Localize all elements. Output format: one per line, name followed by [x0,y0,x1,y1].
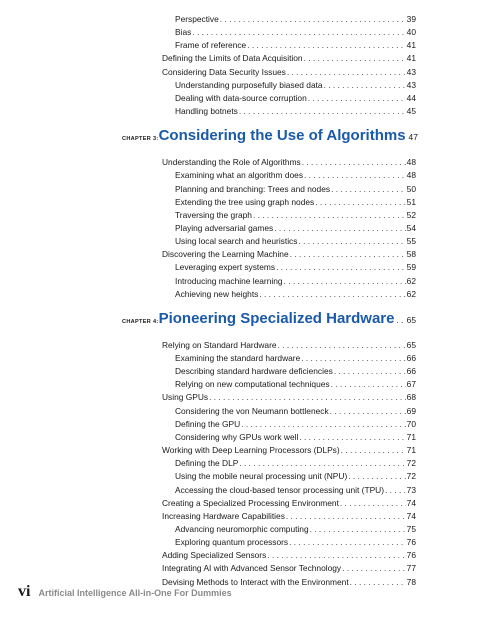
entry-title: Handling botnets [175,106,238,117]
page-number: 67 [406,379,416,390]
entry-title: Increasing Hardware Capabilities [162,510,285,521]
entry-title: Understanding the Role of Algorithms [162,157,301,168]
entry-title: Traversing the graph [175,209,252,220]
entry-title: Understanding purposefully biased data [175,79,323,90]
page-number: 66 [406,353,416,363]
dot-leader [348,470,405,482]
chapter-title: Considering the Use of Algorithms [158,127,406,145]
page-number: 65 [406,314,416,325]
dot-leader [302,156,406,168]
toc-subsection-entry[interactable] [175,523,416,535]
entry-title: Planning and branching: Trees and nodes [175,183,331,194]
page-number: 50 [406,183,416,194]
page-number: 54 [406,222,416,233]
dot-leader [209,391,406,403]
entry-title: Extending the tree using graph nodes [175,196,315,207]
dot-leader [287,66,406,78]
page-number: 44 [406,92,416,103]
page-number: 52 [406,209,416,220]
toc-subsection-entry[interactable] [175,275,416,287]
dot-leader [220,13,406,25]
entry-title: Perspective [175,14,219,24]
entry-title: Using local search and heuristics [175,236,298,247]
dot-leader [192,26,405,38]
toc-section-entry[interactable] [162,562,416,574]
entry-title: Using the mobile neural processing unit (NPU) [175,471,348,482]
page-number: 47 [408,132,418,143]
toc-subsection-entry[interactable] [175,457,416,469]
toc-section-entry[interactable] [162,549,416,561]
running-head: Artificial Intelligence All-in-One For Dummies [38,588,232,598]
dot-leader [334,365,406,377]
dot-leader [289,536,406,548]
dot-leader [315,196,405,208]
dot-leader [331,378,406,390]
entry-title: Achieving new heights [175,288,259,299]
page-number: 41 [406,53,416,64]
entry-title: Considering Data Security Issues [162,66,286,77]
entry-title: Working with Deep Learning Processors (DLPs) [162,445,340,456]
toc-subsection-entry[interactable] [175,222,416,234]
toc-section-entry[interactable] [162,444,416,456]
dot-leader [310,523,406,535]
toc-subsection-entry[interactable] [175,352,416,364]
toc-section-entry[interactable] [162,52,416,64]
dot-leader [385,484,406,496]
dot-leader [267,549,405,561]
toc-subsection-entry[interactable] [175,288,416,300]
page-number: 55 [406,236,416,247]
page-number: 59 [406,262,416,273]
dot-leader [286,510,406,522]
dot-leader [241,418,405,430]
toc-subsection-entry[interactable] [175,536,416,548]
dot-leader [340,497,406,509]
toc-subsection-entry[interactable] [175,261,416,273]
toc-section-entry[interactable] [162,339,416,351]
toc-subsection-entry[interactable] [175,13,416,25]
toc-subsection-entry[interactable] [175,378,416,390]
chapter-title: Pioneering Specialized Hardware [158,309,395,327]
page-number: 70 [406,418,416,429]
page-number: 72 [406,471,416,482]
page-number: 43 [406,66,416,77]
entry-title: Defining the GPU [175,418,241,429]
page-number: 76 [406,537,416,548]
toc-subsection-entry[interactable] [175,484,416,496]
entry-title: Examining what an algorithm does [175,170,304,181]
entry-title: Leveraging expert systems [175,262,276,273]
page-number: 68 [406,392,416,403]
dot-leader [304,52,406,64]
page-number: 72 [406,458,416,469]
entry-title: Accessing the cloud-based tensor processing unit (TPU) [175,484,385,495]
entry-title: Introducing machine learning [175,275,283,286]
toc-subsection-entry[interactable] [175,365,416,377]
page-number: 43 [406,79,416,90]
entry-title: Relying on new computational techniques [175,379,330,390]
toc-subsection-entry[interactable] [175,196,416,208]
dot-leader [239,457,405,469]
dot-leader [239,105,406,117]
dot-leader [397,315,406,325]
toc-subsection-entry[interactable] [175,39,416,51]
toc-section-entry[interactable] [162,497,416,509]
page-number: 74 [406,510,416,521]
chapter-heading[interactable] [122,310,416,327]
toc-section-entry[interactable] [162,156,416,168]
dot-leader [298,235,405,247]
entry-title: Bias [175,27,192,38]
entry-title: Dealing with data-source corruption [175,92,307,103]
page-number: 66 [406,366,416,377]
dot-leader [274,222,405,234]
dot-leader [308,92,406,104]
entry-title: Examining the standard hardware [175,353,301,363]
dot-leader [350,576,406,588]
dot-leader [299,431,405,443]
dot-leader [324,79,406,91]
entry-title: Considering the von Neumann bottleneck [175,405,329,416]
page-number: 69 [406,405,416,416]
entry-title: Exploring quantum processors [175,537,289,548]
dot-leader [290,248,406,260]
toc-subsection-entry[interactable] [175,405,416,417]
page-number: 62 [406,275,416,286]
page-number: 62 [406,288,416,299]
toc-subsection-entry[interactable] [175,79,416,91]
page-number: 48 [406,170,416,181]
toc-section-entry[interactable] [162,510,416,522]
toc-subsection-entry[interactable] [175,235,416,247]
entry-title: Frame of reference [175,40,247,51]
dot-leader [342,562,406,574]
page-number: 77 [406,563,416,574]
toc-subsection-entry[interactable] [175,169,416,181]
toc-section-entry[interactable] [162,391,416,403]
page-number: 75 [406,523,416,534]
page-number: 45 [406,106,416,117]
page-footer [18,583,232,601]
entry-title: Playing adversarial games [175,222,274,233]
page-number: 48 [406,157,416,168]
entry-title: Relying on Standard Hardware [162,339,277,350]
toc-subsection-entry[interactable] [175,209,416,221]
toc-subsection-entry[interactable] [175,92,416,104]
chapter-label: CHAPTER 3: [122,136,159,143]
dot-leader [304,169,406,181]
page-number: 71 [406,431,416,442]
dot-leader [301,352,405,364]
entry-title: Defining the Limits of Data Acquisition [162,53,303,64]
entry-title: Adding Specialized Sensors [162,550,267,561]
entry-title: Discovering the Learning Machine [162,249,289,260]
toc-section-entry[interactable] [162,66,416,78]
dot-leader [330,405,406,417]
page-number: 65 [406,339,416,350]
page-number: 58 [406,249,416,260]
page-number: 51 [406,196,416,207]
toc-subsection-entry[interactable] [175,418,416,430]
dot-leader [253,209,406,221]
entry-title: Creating a Specialized Processing Environment [162,497,339,508]
page-number: 78 [406,576,416,587]
page-number: 71 [406,445,416,456]
entry-title: Describing standard hardware deficiencies [175,366,333,377]
page-number: 74 [406,497,416,508]
toc-subsection-entry[interactable] [175,470,416,482]
page-number: 40 [406,27,416,38]
toc-subsection-entry[interactable] [175,26,416,38]
page-number: 76 [406,550,416,561]
toc-subsection-entry[interactable] [175,105,416,117]
dot-leader [247,39,405,51]
chapter-heading[interactable] [122,127,416,144]
dot-leader [341,444,406,456]
entry-title: Devising Methods to Interact with the Environment [162,576,349,587]
dot-leader [284,275,406,287]
entry-title: Advancing neuromorphic computing [175,523,309,534]
page-number: 73 [406,484,416,495]
entry-title: Considering why GPUs work well [175,431,299,442]
entry-title: Using GPUs [162,392,209,403]
entry-title: Defining the DLP [175,458,239,469]
page-number: 39 [406,14,416,24]
toc-section-entry[interactable] [162,248,416,260]
dot-leader [278,339,406,351]
dot-leader [331,183,406,195]
toc-subsection-entry[interactable] [175,183,416,195]
dot-leader [276,261,406,273]
toc-subsection-entry[interactable] [175,431,416,443]
chapter-label: CHAPTER 4: [122,318,159,325]
page-folio: vi [18,583,31,600]
entry-title: Integrating AI with Advanced Sensor Technology [162,563,342,574]
page-number: 41 [406,40,416,51]
dot-leader [259,288,405,300]
